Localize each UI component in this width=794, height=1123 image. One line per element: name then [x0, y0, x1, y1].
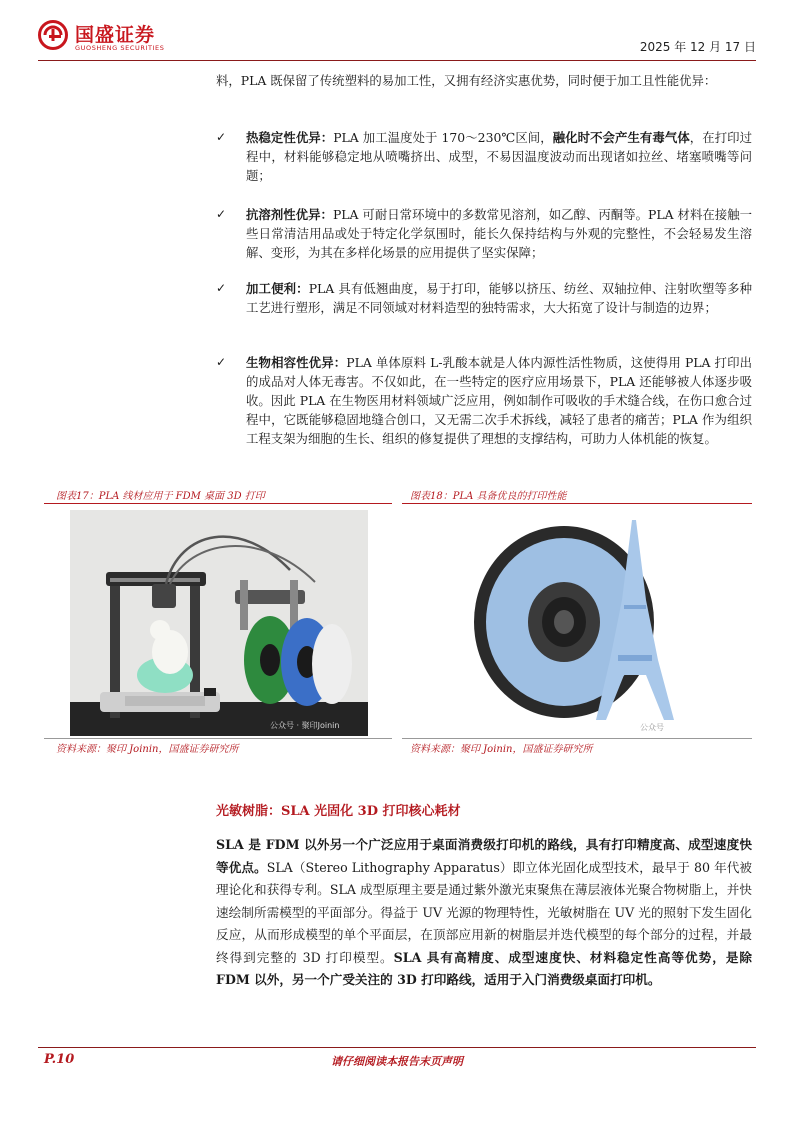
sla-lead-bold: SLA 是 FDM 以外另一个广泛应用于桌面消费级打印机的路线，具有打印精度高、成型速度快等优点。	[216, 837, 752, 875]
figure-18-watermark: 公众号	[640, 723, 664, 732]
bullet-solvent-resistance	[216, 205, 752, 262]
sla-conclusion-bold: SLA 具有高精度、成型速度快、材料稳定性高等优势，是除 FDM 以外，另一个广受关注的 3D 打印路线，适用于入门消费级桌面打印机。	[216, 949, 753, 987]
page-header	[38, 18, 756, 62]
intro-paragraph: 料，PLA 既保留了传统塑料的易加工性，又拥有经济实惠优势，同时便于加工且性能优异：	[216, 73, 717, 88]
figure-18-bottom-rule	[402, 738, 752, 739]
bullet-title: 加工便利：	[246, 281, 309, 296]
sla-paragraph	[216, 834, 752, 992]
bullet-text: PLA 具有低翘曲度，易于打印，能够以挤压、纺丝、双轴拉伸、注射吹塑等多种工艺进行塑形，满足不同领域对材料造型的独特需求，大大拓宽了设计与制造的边界；	[246, 281, 753, 315]
section-title: 光敏树脂：SLA 光固化 3D 打印核心耗材	[216, 804, 461, 819]
guosheng-logo-icon	[38, 20, 68, 50]
checkmark-icon: ✓	[216, 281, 227, 295]
figure-17-source: 资料来源：聚印 Joinin，国盛证券研究所	[56, 744, 239, 755]
bullet-text-tail: ，在打印过程中，材料能够稳定地从喷嘴挤出、成型，不易因温度波动而出现诸如拉丝、堵塞喷嘴等问题；	[246, 130, 753, 183]
bullet-thermal-stability	[216, 128, 752, 185]
bullet-processing	[216, 279, 752, 317]
bullet-title: 热稳定性优异：	[246, 130, 334, 145]
figure-18-source: 资料来源：聚印 Joinin，国盛证券研究所	[410, 744, 593, 755]
figure-17-caption: 图表17：PLA 线材应用于 FDM 桌面 3D 打印	[56, 491, 265, 502]
page-number: P.10	[44, 1052, 75, 1067]
report-date: 2025 年 12 月 17 日	[639, 40, 756, 54]
bullet-title: 生物相容性优异：	[246, 355, 347, 370]
footer-disclaimer: 请仔细阅读本报告末页声明	[331, 1055, 463, 1068]
3d-printer-photo	[70, 510, 368, 736]
bullet-text: PLA 单体原料 L-乳酸本就是人体内源性活性物质，这使得用 PLA 打印出的成品对人体无毒害。不仅如此，在一些特定的医疗应用场景下，PLA 还能够被人体逐步吸收。因此 PLA 在生物医用材料领域广泛应用，例如制作可吸收的手术缝合线，在伤口愈合过程中，它既能够稳固地缝合创口，又无需二次手术拆线，减轻了患者的痛苦；PLA 作为组织工程支架为细胞的生长、组织的修复提供了理想的支撑结构，可助力人体机能的恢复。	[246, 355, 753, 446]
figure-17-watermark: 公众号 · 聚印Joinin	[270, 721, 340, 730]
checkmark-icon: ✓	[216, 130, 227, 144]
bullet-strong: 融化时不会产生有毒气体	[552, 130, 690, 145]
checkmark-icon: ✓	[216, 355, 227, 369]
bullet-biocompatibility	[216, 353, 752, 448]
logo-text-en: GUOSHENG SECURITIES	[75, 44, 165, 52]
header-divider	[38, 60, 756, 61]
figure-18-rule	[402, 503, 752, 504]
bullet-title: 抗溶剂性优异：	[246, 207, 333, 222]
checkmark-icon: ✓	[216, 207, 227, 221]
sla-body-text: SLA（Stereo Lithography Apparatus）即立体光固化成型技术，最早于 80 年代被理论化和获得专利。SLA 成型原理主要是通过紫外激光束聚焦在薄层液体光聚合物树脂上，并快速绘制所需模型的平面部分。得益于 UV 光源的物理特性，光敏树脂在 UV 光的照射下发生固化反应，从而形成模型的单个平面层，在顶部应用新的树脂层并迭代模型的每个部分的过程，并最终得到完整的 3D 打印模型。	[216, 859, 753, 965]
bullet-text: PLA 加工温度处于 170～230℃区间，	[333, 130, 553, 145]
filament-spool-photo	[468, 510, 698, 736]
figure-18-caption: 图表18：PLA 具备优良的打印性能	[410, 491, 567, 502]
figure-17-rule	[44, 503, 392, 504]
bullet-text: PLA 可耐日常环境中的多数常见溶剂，如乙醇、丙酮等。PLA 材料在接触一些日常清洁用品或处于特定化学氛围时，能长久保持结构与外观的完整性，不会轻易发生溶解、变形，为其在多样化场景的应用提供了坚实保障；	[246, 207, 753, 260]
figure-17-bottom-rule	[44, 738, 392, 739]
footer-divider	[38, 1047, 756, 1048]
logo-text-cn: 国盛证券	[75, 24, 156, 46]
